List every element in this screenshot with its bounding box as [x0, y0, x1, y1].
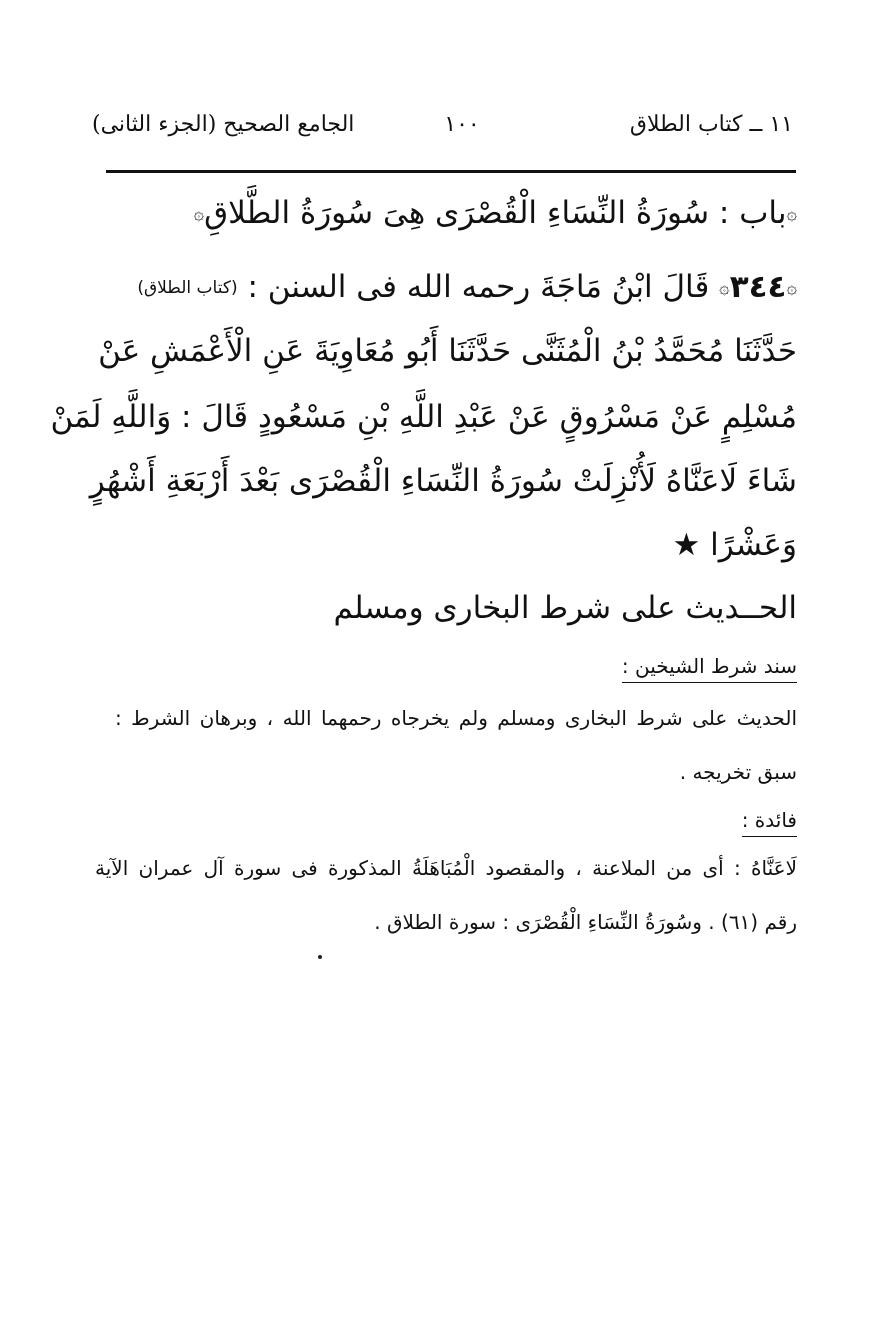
hadith-line: شَاءَ لَاعَنَّاهُ لَأُنْزِلَتْ سُورَةُ النِّسَاءِ الْقُصْرَى بَعْدَ أَرْبَعَةِ أَشْهُرٍ [89, 463, 797, 499]
hadith-line: مُسْلِمٍ عَنْ مَسْرُوقٍ عَنْ عَبْدِ اللَّهِ بْنِ مَسْعُودٍ قَالَ : وَاللَّهِ لَمَنْ [50, 399, 797, 435]
ornament-icon: ۞ [193, 203, 205, 225]
hadith-line: حَدَّثَنَا مُحَمَّدُ بْنُ الْمُثَنَّى حَدَّثَنَا أَبُو مُعَاوِيَةَ عَنِ الْأَعْمَشِ عَنْ [98, 333, 797, 369]
faida-line: لَاعَنَّاهُ : أى من الملاعنة ، والمقصود الْمُبَاهَلَةُ المذكورة فى سورة آل عمران الآية [95, 856, 797, 880]
hadith-verdict: الحــديث على شرط البخارى ومسلم [333, 590, 797, 626]
faida-line: رقم (٦١) . وسُورَةُ النِّسَاءِ الْقُصْرَى : سورة الطلاق . [374, 910, 797, 934]
hadith-number: ٣٤٤ [729, 269, 787, 305]
hadith-heading [137, 269, 797, 305]
hadith-source-note: (كتاب الطلاق) [137, 278, 238, 298]
faida-heading: فائدة : [742, 808, 797, 837]
hadith-line: وَعَشْرًا ★ [672, 527, 797, 563]
hadith-intro: قَالَ ابْنُ مَاجَةَ رحمه الله فى السنن : [247, 269, 710, 305]
running-header-book-title: الجامع الصحيح (الجزء الثانى) [92, 112, 355, 137]
header-rule [106, 170, 796, 173]
sanad-line: سبق تخريجه . [679, 760, 797, 784]
ornament-icon: ۞ [786, 203, 797, 225]
ornament-icon: ۞ [786, 277, 797, 299]
running-header-chapter: ١١ ــ كتاب الطلاق [629, 112, 793, 137]
sanad-line: الحديث على شرط البخارى ومسلم ولم يخرجاه رحمهما الله ، وبرهان الشرط : [115, 706, 797, 730]
stray-dot [318, 955, 322, 959]
sanad-heading: سند شرط الشيخين : [622, 654, 797, 683]
chapter-title [193, 195, 797, 231]
page-number: ١٠٠ [444, 112, 480, 137]
ornament-icon: ۞ [719, 277, 730, 299]
chapter-title-text: باب : سُورَةُ النِّسَاءِ الْقُصْرَى هِىَ سُورَةُ الطَّلاقِ [204, 195, 787, 231]
